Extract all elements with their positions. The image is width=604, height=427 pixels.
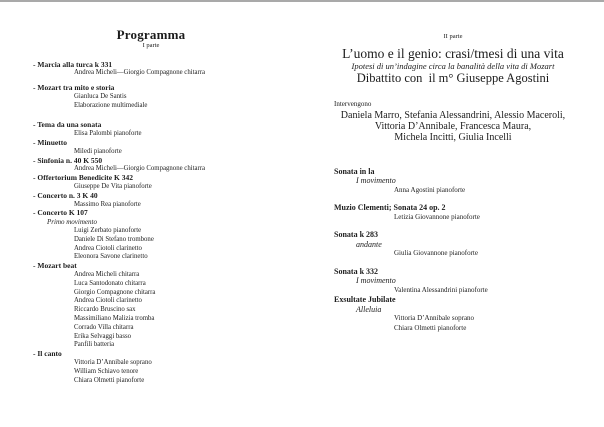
performer-line: Panfili batteria (74, 341, 115, 349)
performer-line: Daniele Di Stefano trombone (74, 235, 154, 243)
performer-line: Miledi pianoforte (74, 147, 122, 155)
part-label: II parte (443, 33, 463, 40)
program-item (33, 192, 302, 210)
second-part-program (334, 167, 604, 334)
performer-line: Massimiliano Malizia tromba (74, 315, 155, 323)
performer-line: Andrea Ciotoli clarinetto (74, 244, 142, 252)
performer-line: Andrea Micheli—Giorgio Compagnone chitarra (74, 69, 206, 77)
piece-title: - Sinfonia n. 40 K 550 (33, 155, 103, 165)
performer-line: Andrea Ciotoli clarinetto (74, 297, 142, 305)
performer-line: Elaborazione multimediale (74, 101, 148, 109)
performer-line: Corrado Villa chitarra (74, 323, 134, 331)
performer-line: Luca Santodonato chitarra (74, 279, 146, 287)
program-list (33, 61, 302, 386)
performer-line: Letizia Giovannone pianoforte (394, 212, 480, 221)
piece-title: Muzio Clementi; Sonata 24 op. 2 (334, 203, 446, 212)
participants-list (302, 110, 604, 143)
performer-line: Gianluca De Santis (74, 92, 127, 100)
participants-line: Michela Incitti, Giulia Incelli (394, 131, 512, 143)
performer-line: Vittoria D’Annibale soprano (394, 314, 475, 322)
page-left (0, 2, 302, 385)
intervengono-label: Intervengono (334, 99, 372, 108)
piece-title: - Mozart tra mito e storia (33, 83, 115, 93)
program-part-label: I parte (142, 42, 160, 49)
movement-label: I movimento (356, 176, 396, 185)
movement-label: I movimento (356, 276, 396, 285)
performer-line: William Schiavo tenore (74, 367, 139, 375)
performer-line: Erika Selvaggi basso (74, 332, 132, 340)
performer-line: Elisa Palombi pianoforte (74, 130, 142, 138)
program-item (334, 167, 604, 196)
performer-line: Giorgio Compagnone chitarra (74, 288, 156, 296)
program-item (33, 139, 302, 157)
piece-title: - Concerto K 107 (33, 208, 88, 218)
performer-line: Andrea Micheli chitarra (74, 271, 140, 279)
debate-line: Dibattito con il m° Giuseppe Agostini (356, 70, 550, 85)
program-item (334, 203, 604, 222)
piece-title: - Il canto (33, 349, 62, 359)
program-item (33, 121, 302, 139)
piece-title: Sonata k 332 (334, 266, 379, 276)
piece-title: - Minuetto (33, 138, 67, 148)
program-item (334, 267, 604, 296)
piece-title: - Mozart beat (33, 261, 77, 271)
piece-title: Exsultate Jubilate (334, 295, 396, 304)
program-item (33, 350, 302, 385)
program-item (33, 157, 302, 175)
performer-line: Anna Agostini pianoforte (394, 185, 466, 194)
program-item (33, 262, 302, 350)
program-item (334, 230, 604, 259)
movement-label: andante (356, 239, 382, 249)
piece-title: - Tema da una sonata (33, 120, 102, 130)
program-title: Programma (116, 27, 186, 42)
program-item (33, 209, 302, 262)
program-item (33, 61, 302, 79)
program-item (33, 174, 302, 192)
debate-title: L’uomo e il genio: crasi/tmesi di una vita (342, 45, 564, 61)
performer-line: Vittoria D’Annibale soprano (74, 359, 152, 366)
piece-title: - Concerto n. 3 K 40 (33, 190, 98, 200)
program-item (334, 295, 604, 333)
performer-line: Giulia Giovannone pianoforte (394, 249, 478, 257)
performer-line: Giuseppe De Vita pianoforte (74, 183, 152, 191)
piece-title: - Marcia alla turca k 331 (33, 59, 113, 69)
page-right (302, 2, 604, 333)
participants-line: Daniela Marro, Stefania Alessandrini, Alessio Maceroli, (340, 109, 566, 121)
performer-line: Riccardo Bruscino sax (74, 306, 136, 314)
performer-line: Chiara Olmetti pianoforte (74, 376, 145, 384)
movement-label: Primo movimento (47, 218, 97, 227)
performer-line: Andrea Micheli—Giorgio Compagnone chitarra (74, 165, 206, 173)
performer-line: Eleonora Savone clarinetto (74, 253, 148, 261)
piece-title: Sonata k 283 (334, 230, 379, 239)
program-item (33, 84, 302, 110)
performer-line: Luigi Zerbato pianoforte (74, 227, 142, 235)
performer-line: Chiara Olmetti pianoforte (394, 323, 467, 332)
movement-label: Alleluia (356, 304, 382, 314)
debate-subtitle: Ipotesi di un’indagine circa la banalità della vita di Mozart (351, 60, 555, 71)
performer-line: Valentina Alessandrini pianoforte (394, 285, 488, 294)
piece-title: - Offertorium Benedicite K 342 (33, 173, 133, 183)
piece-title: Sonata in la (334, 166, 375, 176)
participants-line: Vittoria D’Annibale, Francesca Maura, (374, 120, 532, 132)
performer-line: Massimo Rea pianoforte (74, 200, 141, 208)
